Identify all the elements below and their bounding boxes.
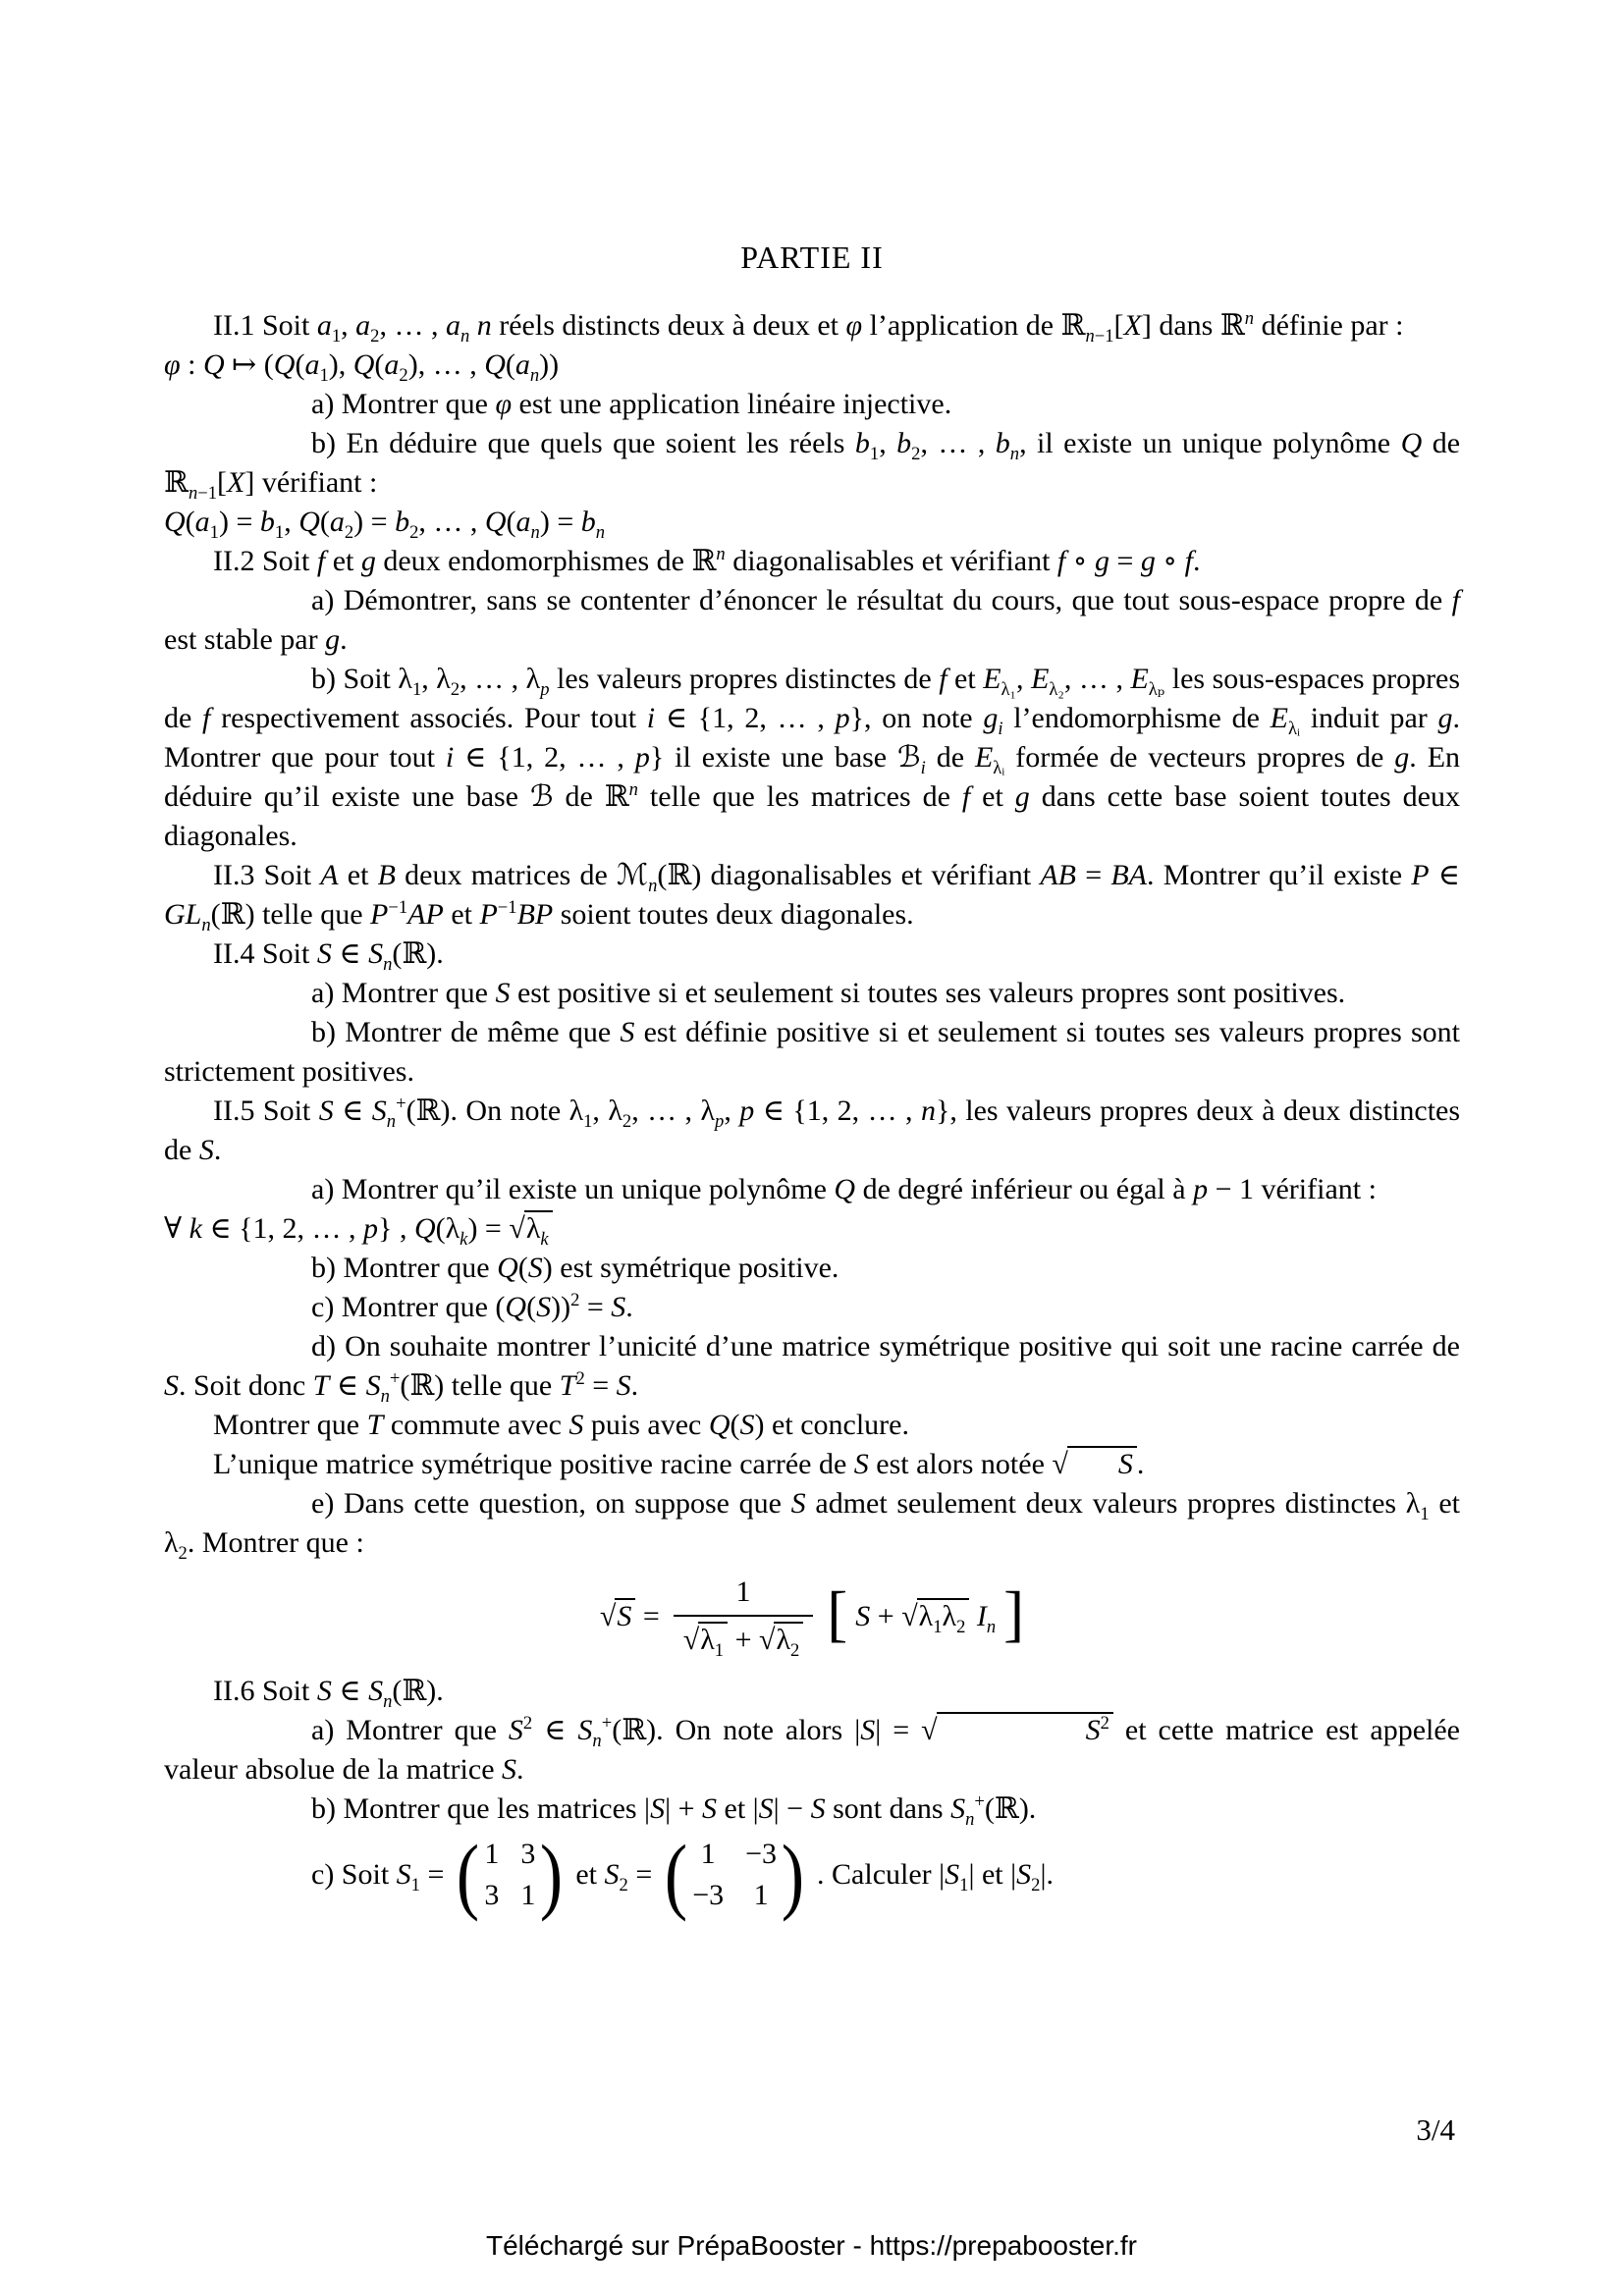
q2-item-a: a) Démontrer, sans se contenter d’énoncer le résultat du cours, que tout sous-espace propre de f est stable par g. [164, 584, 1460, 656]
matrix-s2-grid [690, 1835, 779, 1915]
q6-item-a: a) Montrer que $S^2$ ∈ $S_n^+(ℝ)$. On note alors |S| = √ $S^2$ et cette matrice est appelée valeur absolue de la matrice S. [164, 1713, 1460, 1786]
q3-intro: II.3 Soit A et B deux matrices de ℳ$_n$(ℝ) diagonalisables et vérifiant AB = BA. Montrer qu’il existe P ∈ $GL_n(ℝ)$ telle que $P^{-1}AP$ et $P^{-1}BP$ soient toutes deux diagonales. [164, 859, 1461, 935]
q5-item-c: c) Montrer que $(Q(S))^2 = S$. [311, 1290, 633, 1323]
q1-item-b: b) En déduire que quels que soient les réels $b_1$, $b_2$, … , $b_n$, il existe un unique polynôme Q de ℝ$_{n-1}$[X] vérifiant : [164, 427, 1461, 504]
page-number: 3/4 [1416, 2112, 1455, 2147]
matrix-cell: 3 [484, 1879, 500, 1911]
q4-item-b: b) Montrer de même que S est définie positive si et seulement si toutes ses valeurs propres sont strictement positives. [164, 1016, 1461, 1088]
q6-c-mid: et $S_2$ = [575, 1858, 653, 1896]
matrix-cell: 1 [520, 1879, 536, 1911]
q5-d-unique: L’unique matrice symétrique positive racine carrée de S est alors notée √ S . [213, 1448, 1145, 1480]
matrix-cell: −3 [745, 1838, 778, 1870]
q6-c-post: . Calculer $|S_1|$ et $|S_2|$. [817, 1858, 1054, 1896]
q5-item-b: b) Montrer que Q(S) est symétrique positive. [311, 1252, 839, 1284]
footer-credit: Téléchargé sur PrépaBooster - https://prepabooster.fr [485, 2230, 1138, 2261]
q1-formula-phi: φ : Q ↦ ($Q(a_1)$, $Q(a_2)$, … , $Q(a_n)$) [164, 348, 560, 386]
q6-c-pre: c) Soit $S_1$ = [311, 1858, 445, 1896]
sqrtS-lhs: √S = [599, 1599, 660, 1632]
q1-intro: II.1 Soit $a_1$, $a_2$, … , $a_n$ n réels distincts deux à deux et φ l’application de ℝ$_{n-1}$[X] dans ℝ$^n$ définie par : [213, 308, 1404, 347]
matrix-cell: 1 [484, 1838, 500, 1870]
matrix-cell: 1 [753, 1879, 769, 1911]
sqrtS-fraction [674, 1573, 814, 1660]
matrix-cell: 1 [700, 1838, 716, 1870]
q5-d-montrer: Montrer que T commute avec S puis avec Q(S) et conclure. [213, 1409, 909, 1441]
document-body [164, 238, 1461, 1923]
q5-item-a: a) Montrer qu’il existe un unique polynôme Q de degré inférieur ou égal à p − 1 vérifiant : [311, 1173, 1377, 1205]
fraction-denominator: $√\lambda_1 + √\lambda_2$ [674, 1615, 814, 1660]
part-title: PARTIE II [740, 240, 884, 275]
q1-formula-q: $Q(a_1) = b_1$, $Q(a_2) = b_2$, … , $Q(a_n) = b_n$ [164, 506, 606, 543]
q1-item-a: a) Montrer que φ est une application linéaire injective. [311, 388, 952, 420]
q4-intro: II.4 Soit S ∈ $S_n(ℝ)$. [213, 937, 444, 975]
q2-intro: II.2 Soit f et g deux endomorphismes de ℝ$^n$ diagonalisables et vérifiant f ∘ g = g ∘ f. [213, 544, 1201, 577]
q6-item-b: b) Montrer que les matrices |S| + S et |S| − S sont dans $S_n^+(ℝ)$. [311, 1791, 1037, 1830]
matrix-cell: 3 [520, 1838, 536, 1870]
q2-item-b: b) Soit $\lambda_1$, $\lambda_2$, … , $\lambda_p$ les valeurs propres distinctes de f et $E_{\lambda_1}$, $E_{\lambda_2}$, … , $E_{\lambda_p}$ les sous-espaces propres de f respectivement associés. Pour tout i ∈ {1, 2, … , p}, on note $g_i$ l’endomorphisme de $E_{\lambda ᵢ}$ induit par g. Montrer que pour tout i ∈ {1, 2, … , p} il existe une base ℬ$_i$ de $E_{\lambda ᵢ}$ formée de vecteurs propres de g. En déduire qu’il existe une base ℬ de ℝ$^n$ telle que les matrices de f et g dans cette base soient toutes deux diagonales. [164, 663, 1461, 852]
matrix-s2 [662, 1827, 807, 1923]
q4-item-a: a) Montrer que S est positive si et seulement si toutes ses valeurs propres sont positives. [311, 977, 1346, 1009]
q6-intro: II.6 Soit S ∈ $S_n(ℝ)$. [213, 1675, 444, 1712]
q5-item-e: e) Dans cette question, on suppose que S admet seulement deux valeurs propres distinctes $\lambda_1$ et $\lambda_2$. Montrer que : [164, 1487, 1460, 1564]
q5-formula-sqrtS: √S = $\frac{1}{√\lambda_1 + √\lambda_2}$ [ $S + √\lambda_1\lambda_2$ $I_n$ ] [164, 1573, 1460, 1660]
sqrtS-rhs: $S + √\lambda_1\lambda_2$ $I_n$ [855, 1599, 997, 1637]
matrix-cell: −3 [692, 1879, 725, 1911]
left-paren: ( [457, 1827, 480, 1923]
q5-item-d: d) On souhaite montrer l’unicité d’une matrice symétrique positive qui soit une racine carrée de S. Soit donc T ∈ $S_n^+(ℝ)$ telle que $T^2 = S$. [164, 1330, 1460, 1407]
right-paren: ) [540, 1827, 564, 1923]
fraction-numerator: 1 [735, 1575, 751, 1608]
right-paren: ) [781, 1827, 805, 1923]
q6-item-c [164, 1827, 1460, 1923]
matrix-s1 [454, 1827, 566, 1923]
q5-formula-forall: ∀ k ∈ {1, 2, … , p} , $Q(\lambda_k) = √\lambda_k$ [164, 1209, 1460, 1249]
left-paren: ( [665, 1827, 688, 1923]
matrix-s1-grid [482, 1835, 537, 1915]
q5-intro: II.5 Soit S ∈ $S_n^+(ℝ)$. On note $\lambda_1$, $\lambda_2$, … , $\lambda_p$, p ∈ {1, 2, … , n}, les valeurs propres deux à deux distinctes de S. [164, 1094, 1461, 1166]
